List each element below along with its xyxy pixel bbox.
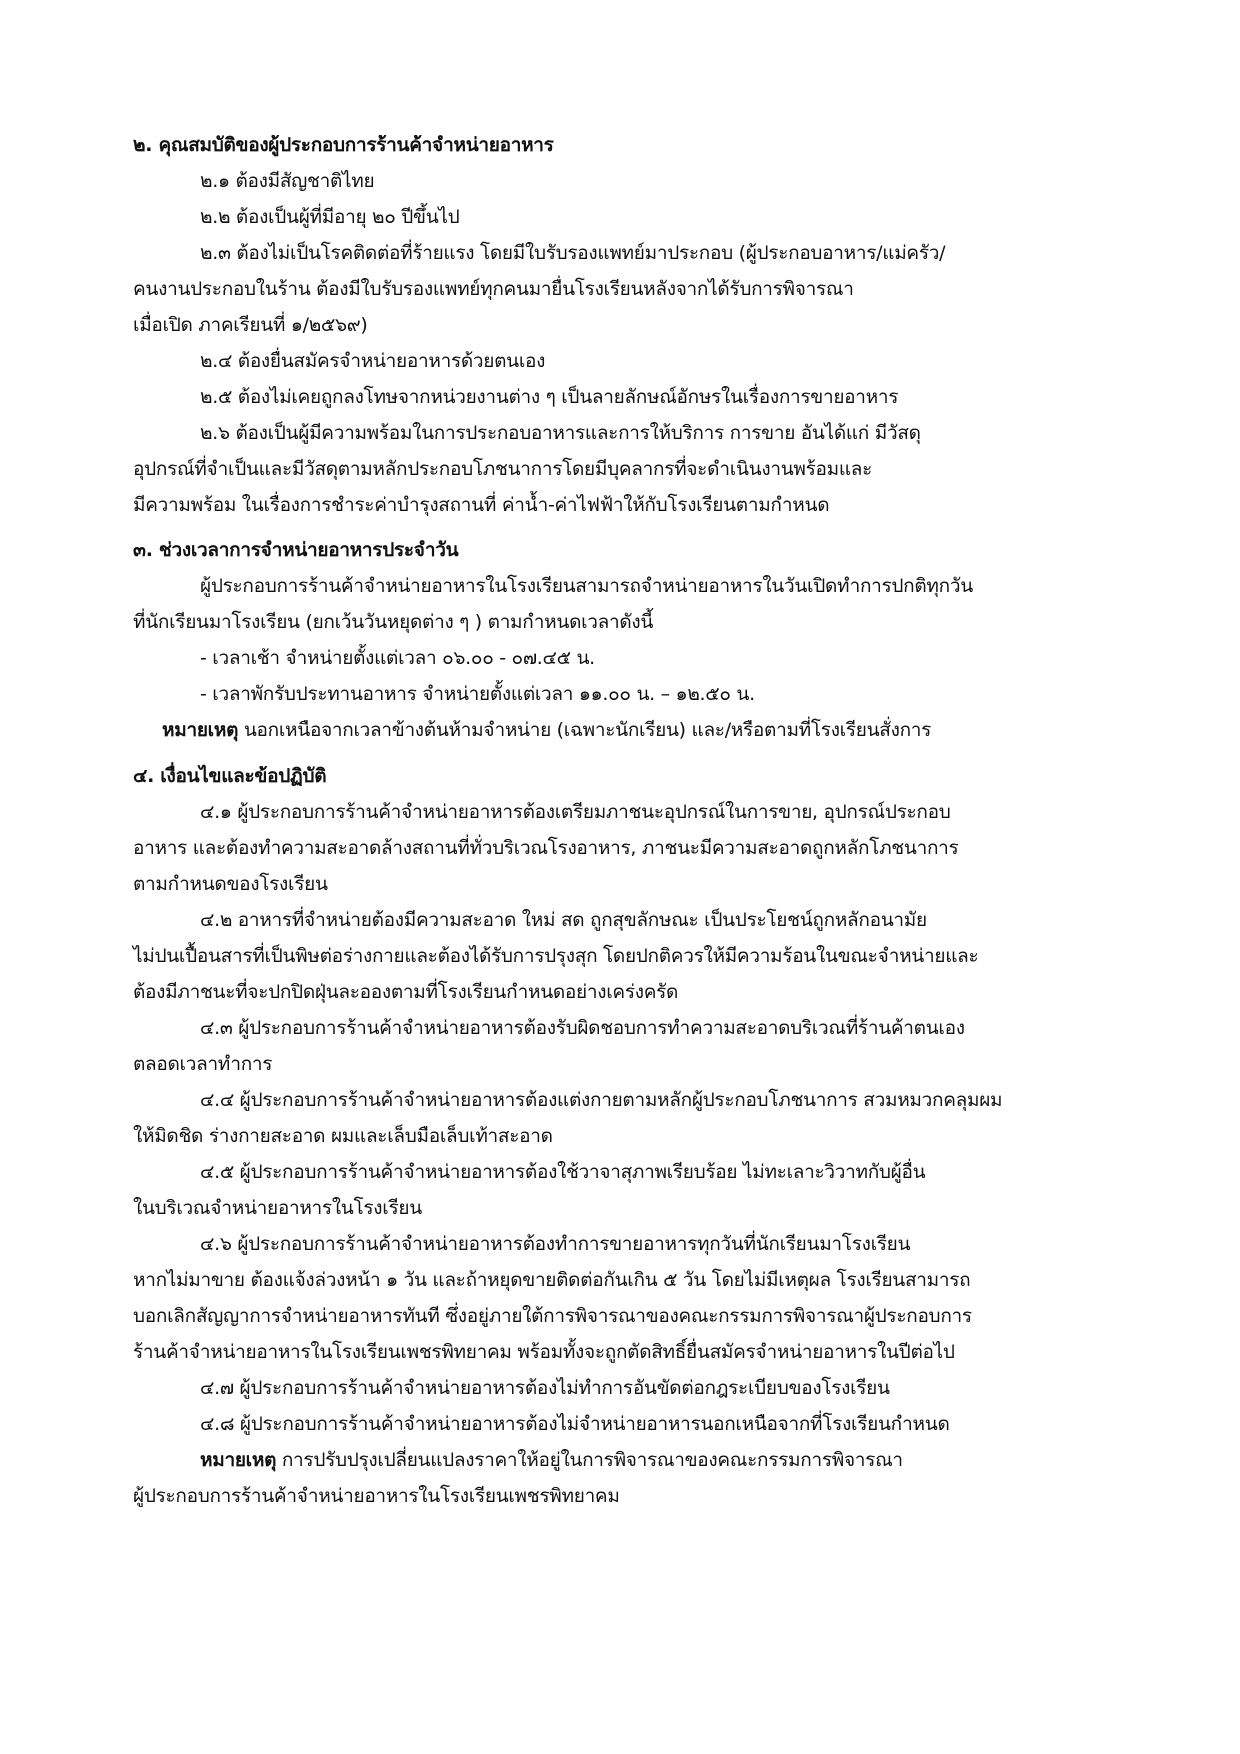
item-4-1: ๔.๑ ผู้ประกอบการร้านค้าจำหน่ายอาหารต้องเตรียมภาชนะอุปกรณ์ในการขาย, อุปกรณ์ประกอบ <box>200 801 951 823</box>
item-2-6-cont-2: มีความพร้อม ในเรื่องการชำระค่าบำรุงสถานที่ ค่าน้ำ-ค่าไฟฟ้าให้กับโรงเรียนตามกำหนด <box>133 494 830 516</box>
note-text: นอกเหนือจากเวลาข้างต้นห้ามจำหน่าย (เฉพาะนักเรียน) และ/หรือตามที่โรงเรียนสั่งการ <box>238 719 932 741</box>
note-label: หมายเหตุ <box>162 719 239 741</box>
section-4-note-cont: ผู้ประกอบการร้านค้าจำหน่ายอาหารในโรงเรียนเพชรพิทยาคม <box>133 1485 620 1507</box>
item-2-6-cont-1: อุปกรณ์ที่จำเป็นและมีวัสดุตามหลักประกอบโภชนาการโดยมีบุคลากรที่จะดำเนินงานพร้อมและ <box>133 458 873 480</box>
item-2-6: ๒.๖ ต้องเป็นผู้มีความพร้อมในการประกอบอาหารและการให้บริการ การขาย อันได้แก่ มีวัสดุ <box>200 422 921 444</box>
item-4-6-cont-1: หากไม่มาขาย ต้องแจ้งล่วงหน้า ๑ วัน และถ้าหยุดขายติดต่อกันเกิน ๕ วัน โดยไม่มีเหตุผล โรงเรียนสามารถ <box>133 1269 971 1291</box>
item-2-3-cont-2: เมื่อเปิด ภาคเรียนที่ ๑/๒๕๖๙) <box>133 314 368 336</box>
item-4-2-cont-2: ต้องมีภาชนะที่จะปกปิดฝุ่นละอองตามที่โรงเรียนกำหนดอย่างเคร่งครัด <box>133 981 679 1003</box>
item-4-5-cont: ในบริเวณจำหน่ายอาหารในโรงเรียน <box>133 1197 422 1219</box>
item-4-4: ๔.๔ ผู้ประกอบการร้านค้าจำหน่ายอาหารต้องแต่งกายตามหลักผู้ประกอบโภชนาการ สวมหมวกคลุมผม <box>200 1089 1003 1111</box>
section-3-paragraph-cont: ที่นักเรียนมาโรงเรียน (ยกเว้นวันหยุดต่าง ๆ ) ตามกำหนดเวลาดังนี้ <box>133 611 654 633</box>
section-3-note <box>162 716 931 744</box>
item-4-4-cont: ให้มิดชิด ร่างกายสะอาด ผมและเล็บมือเล็บเท้าสะอาด <box>133 1125 553 1147</box>
note-label: หมายเหตุ <box>200 1449 277 1471</box>
item-4-3-cont: ตลอดเวลาทำการ <box>133 1053 273 1075</box>
item-2-4: ๒.๔ ต้องยื่นสมัครจำหน่ายอาหารด้วยตนเอง <box>200 350 546 372</box>
item-2-3: ๒.๓ ต้องไม่เป็นโรคติดต่อที่ร้ายแรง โดยมีใบรับรองแพทย์มาประกอบ (ผู้ประกอบอาหาร/แม่ครัว/ <box>200 242 946 264</box>
item-4-6-cont-2: บอกเลิกสัญญาการจำหน่ายอาหารทันที ซึ่งอยู่ภายใต้การพิจารณาของคณะกรรมการพิจารณาผู้ประกอบการ <box>133 1305 972 1327</box>
item-4-2: ๔.๒ อาหารที่จำหน่ายต้องมีความสะอาด ใหม่ สด ถูกสุขลักษณะ เป็นประโยชน์ถูกหลักอนามัย <box>200 909 927 931</box>
item-4-6-cont-3: ร้านค้าจำหน่ายอาหารในโรงเรียนเพชรพิทยาคม พร้อมทั้งจะถูกตัดสิทธิ์ยื่นสมัครจำหน่ายอาหารในปีต่อไป <box>133 1341 955 1363</box>
schedule-lunch: - เวลาพักรับประทานอาหาร จำหน่ายตั้งแต่เวลา ๑๑.๐๐ น. – ๑๒.๕๐ น. <box>200 683 755 705</box>
section-3-heading: ๓. ช่วงเวลาการจำหน่ายอาหารประจำวัน <box>133 539 459 561</box>
item-4-6: ๔.๖ ผู้ประกอบการร้านค้าจำหน่ายอาหารต้องทำการขายอาหารทุกวันที่นักเรียนมาโรงเรียน <box>200 1233 911 1255</box>
schedule-morning: - เวลาเช้า จำหน่ายตั้งแต่เวลา ๐๖.๐๐ - ๐๗.๔๕ น. <box>200 647 595 669</box>
item-2-3-cont-1: คนงานประกอบในร้าน ต้องมีใบรับรองแพทย์ทุกคนมายื่นโรงเรียนหลังจากได้รับการพิจารณา <box>133 278 854 300</box>
item-4-3: ๔.๓ ผู้ประกอบการร้านค้าจำหน่ายอาหารต้องรับผิดชอบการทำความสะอาดบริเวณที่ร้านค้าตนเอง <box>200 1017 965 1039</box>
section-3-paragraph: ผู้ประกอบการร้านค้าจำหน่ายอาหารในโรงเรียนสามารถจำหน่ายอาหารในวันเปิดทำการปกติทุกวัน <box>200 575 973 597</box>
item-4-1-cont-2: ตามกำหนดของโรงเรียน <box>133 873 328 895</box>
section-2-heading: ๒. คุณสมบัติของผู้ประกอบการร้านค้าจำหน่ายอาหาร <box>133 134 554 156</box>
item-4-8: ๔.๘ ผู้ประกอบการร้านค้าจำหน่ายอาหารต้องไม่จำหน่ายอาหารนอกเหนือจากที่โรงเรียนกำหนด <box>200 1413 950 1435</box>
section-4-note <box>200 1446 903 1474</box>
item-4-1-cont-1: อาหาร และต้องทำความสะอาดล้างสถานที่ทั่วบริเวณโรงอาหาร, ภาชนะมีความสะอาดถูกหลักโภชนาการ <box>133 837 959 859</box>
item-4-7: ๔.๗ ผู้ประกอบการร้านค้าจำหน่ายอาหารต้องไม่ทำการอันขัดต่อกฎระเบียบของโรงเรียน <box>200 1377 890 1399</box>
item-4-5: ๔.๕ ผู้ประกอบการร้านค้าจำหน่ายอาหารต้องใช้วาจาสุภาพเรียบร้อย ไม่ทะเลาะวิวาทกับผู้อื่น <box>200 1161 926 1183</box>
item-2-2: ๒.๒ ต้องเป็นผู้ที่มีอายุ ๒๐ ปีขึ้นไป <box>200 206 460 228</box>
item-2-5: ๒.๕ ต้องไม่เคยถูกลงโทษจากหน่วยงานต่าง ๆ เป็นลายลักษณ์อักษรในเรื่องการขายอาหาร <box>200 386 899 408</box>
item-4-2-cont-1: ไม่ปนเปื้อนสารที่เป็นพิษต่อร่างกายและต้องได้รับการปรุงสุก โดยปกติควรให้มีความร้อนในขณะจำหน่ายและ <box>133 945 979 967</box>
note-text: การปรับปรุงเปลี่ยนแปลงราคาให้อยู่ในการพิจารณาของคณะกรรมการพิจารณา <box>276 1449 903 1471</box>
section-4-heading: ๔. เงื่อนไขและข้อปฏิบัติ <box>133 765 327 787</box>
item-2-1: ๒.๑ ต้องมีสัญชาติไทย <box>200 170 375 192</box>
